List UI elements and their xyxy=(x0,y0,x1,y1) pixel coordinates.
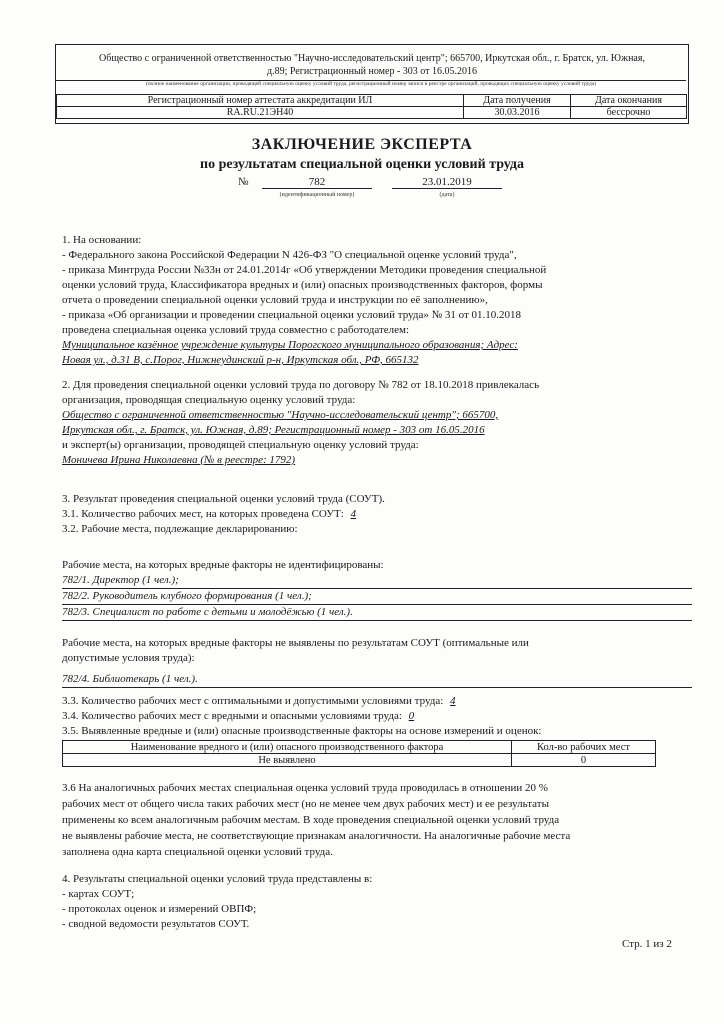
s1-line: отчета о проведении специальной оценки условий труда и инструкции по её заполнению», xyxy=(62,294,488,306)
s36-line: 3.6 На аналогичных рабочих местах специальная оценка условий труда проводилась в отношении 20 % xyxy=(62,782,548,794)
organization-header xyxy=(62,52,682,78)
s4-line: - сводной ведомости результатов СОУТ. xyxy=(62,918,250,930)
end-date: бессрочно xyxy=(571,107,687,119)
workplace-item: 782/2. Руководитель клубного формирования (1 чел.); xyxy=(62,589,692,605)
conclusion-number: 782 xyxy=(262,176,372,189)
accreditation-number: RA.RU.21ЭН40 xyxy=(57,107,464,119)
counts-block xyxy=(62,694,692,739)
accreditation-header: Регистрационный номер аттестата аккредитации ИЛ xyxy=(57,95,464,107)
contractor-line-2: Иркутская обл., г. Братск, ул. Южная, д.89; Регистрационный номер - 303 от 16.05.2016 xyxy=(62,424,485,436)
s2-line: 2. Для проведения специальной оценки условий труда по договору № 782 от 18.10.2018 привлекалась xyxy=(62,379,540,391)
not-revealed-label-1: Рабочие места, на которых вредные факторы не выявлены по результатам СОУТ (оптимальные или xyxy=(62,637,529,649)
employer-line-2: Новая ул., д.31 В, с.Порог, Нижнеудинский р-н, Иркутская обл., РФ, 665132 xyxy=(62,354,419,366)
s1-line: - приказа «Об организации и проведении специальной оценки условий труда» № 31 от 01.10.2018 xyxy=(62,309,521,321)
s33 xyxy=(62,694,692,709)
s33-label: 3.3. Количество рабочих мест с оптимальными и допустимыми условиями труда: xyxy=(62,695,444,707)
accreditation-table xyxy=(56,94,687,119)
workplace-item: 782/1. Директор (1 чел.); xyxy=(62,573,692,589)
s4-line: - картах СОУТ; xyxy=(62,888,135,900)
s34-value: 0 xyxy=(408,710,415,722)
issue-date-header: Дата получения xyxy=(464,95,571,107)
document-subtitle: по результатам специальной оценки условий труда xyxy=(200,157,524,172)
contractor-line-1: Общество с ограниченной ответственностью "Научно-исследовательский центр"; 665700, xyxy=(62,409,499,421)
s4-line: - протоколах оценок и измерений ОВПФ; xyxy=(62,903,257,915)
section-3-head xyxy=(62,492,692,537)
s1-line: проведена специальная оценка условий труда совместно с работодателем: xyxy=(62,324,410,336)
not-revealed-block xyxy=(62,636,692,688)
factor-name-header: Наименование вредного и (или) опасного производственного фактора xyxy=(63,741,512,754)
workplace-item: 782/3. Специалист по работе с детьми и молодёжью (1 чел.). xyxy=(62,605,692,621)
s4-line: 4. Результаты специальной оценки условий труда представлены в: xyxy=(62,873,373,885)
org-line-2: д.89; Регистрационный номер - 303 от 16.05.2016 xyxy=(266,66,478,77)
section-1 xyxy=(62,233,692,368)
not-identified-block xyxy=(62,558,692,621)
s2-line: организация, проводящая специальную оценку условий труда: xyxy=(62,394,356,406)
expert-name: Моничева Ирина Николаевна (№ в реестре: 1792) xyxy=(62,454,296,466)
s35: 3.5. Выявленные вредные и (или) опасные производственные факторы на основе измерений и оценок: xyxy=(62,725,542,737)
date-caption: (дата) xyxy=(439,192,455,198)
factor-name: Не выявлено xyxy=(63,754,512,767)
s33-value: 4 xyxy=(450,695,456,707)
s31-value: 4 xyxy=(350,508,357,520)
factors-table xyxy=(62,740,656,767)
issue-date: 30.03.2016 xyxy=(464,107,571,119)
s34-label: 3.4. Количество рабочих мест с вредными и опасными условиями труда: xyxy=(62,710,402,722)
section-4 xyxy=(62,872,692,932)
s36-line: не выявлены рабочие места, не соответствующие признакам аналогичности. На аналогичные рабочие места xyxy=(62,830,571,842)
s1-line: - приказа Минтруда России №33н от 24.01.2014г «Об утверждении Методики проведения специальной xyxy=(62,264,547,276)
number-prefix: № xyxy=(238,176,249,188)
s3-heading: 3. Результат проведения специальной оценки условий труда (СОУТ). xyxy=(62,493,385,505)
section-2 xyxy=(62,378,692,468)
s1-line: оценки условий труда, Классификатора вредных и (или) опасных производственных факторов, формы xyxy=(62,279,543,291)
workplace-count-header: Кол-во рабочих мест xyxy=(512,741,656,754)
s36-line: заполнена одна карта специальной оценки условий труда. xyxy=(62,846,333,858)
expert-label: и эксперт(ы) организации, проводящей специальную оценку условий труда: xyxy=(62,439,419,451)
s34 xyxy=(62,709,692,724)
workplace-item: 782/4. Библиотекарь (1 чел.). xyxy=(62,672,692,688)
s1-line: 1. На основании: xyxy=(62,234,142,246)
not-identified-label: Рабочие места, на которых вредные факторы не идентифицированы: xyxy=(62,559,384,571)
employer-line-1: Муниципальное казённое учреждение культуры Порогского муниципального образования; Адрес: xyxy=(62,339,518,351)
workplace-count: 0 xyxy=(512,754,656,767)
document-title: ЗАКЛЮЧЕНИЕ ЭКСПЕРТА xyxy=(251,136,473,153)
org-line-1: Общество с ограниченной ответственностью "Научно-исследовательский центр"; 665700, Иркутская обл., г. Братск, ул. Южная, xyxy=(99,53,645,64)
s31-label: 3.1. Количество рабочих мест, на которых проведена СОУТ: xyxy=(62,508,344,520)
s36-block xyxy=(62,780,696,860)
s32: 3.2. Рабочие места, подлежащие декларированию: xyxy=(62,523,298,535)
not-revealed-label-2: допустимые условия труда): xyxy=(62,652,195,664)
end-date-header: Дата окончания xyxy=(571,95,687,107)
conclusion-date: 23.01.2019 xyxy=(392,176,502,189)
s1-line: - Федерального закона Российской Федерации N 426-ФЗ "О специальной оценке условий труда", xyxy=(62,249,517,261)
s36-line: применены ко всем аналогичным рабочим местам. В ходе проведения специальной оценки условий труда xyxy=(62,814,560,826)
org-caption: (полное наименование организации, проводящей специальную оценку условий труда, регистрационный номер записи в реестре организаций, проводящих специальную оценку условий труда) xyxy=(145,81,597,87)
number-caption: (идентификационный номер) xyxy=(279,192,355,198)
s31 xyxy=(62,507,692,522)
s36-line: рабочих мест от общего числа таких рабочих мест (но не менее чем двух рабочих мест) и ее результаты xyxy=(62,798,549,810)
page-number: Стр. 1 из 2 xyxy=(622,938,672,950)
